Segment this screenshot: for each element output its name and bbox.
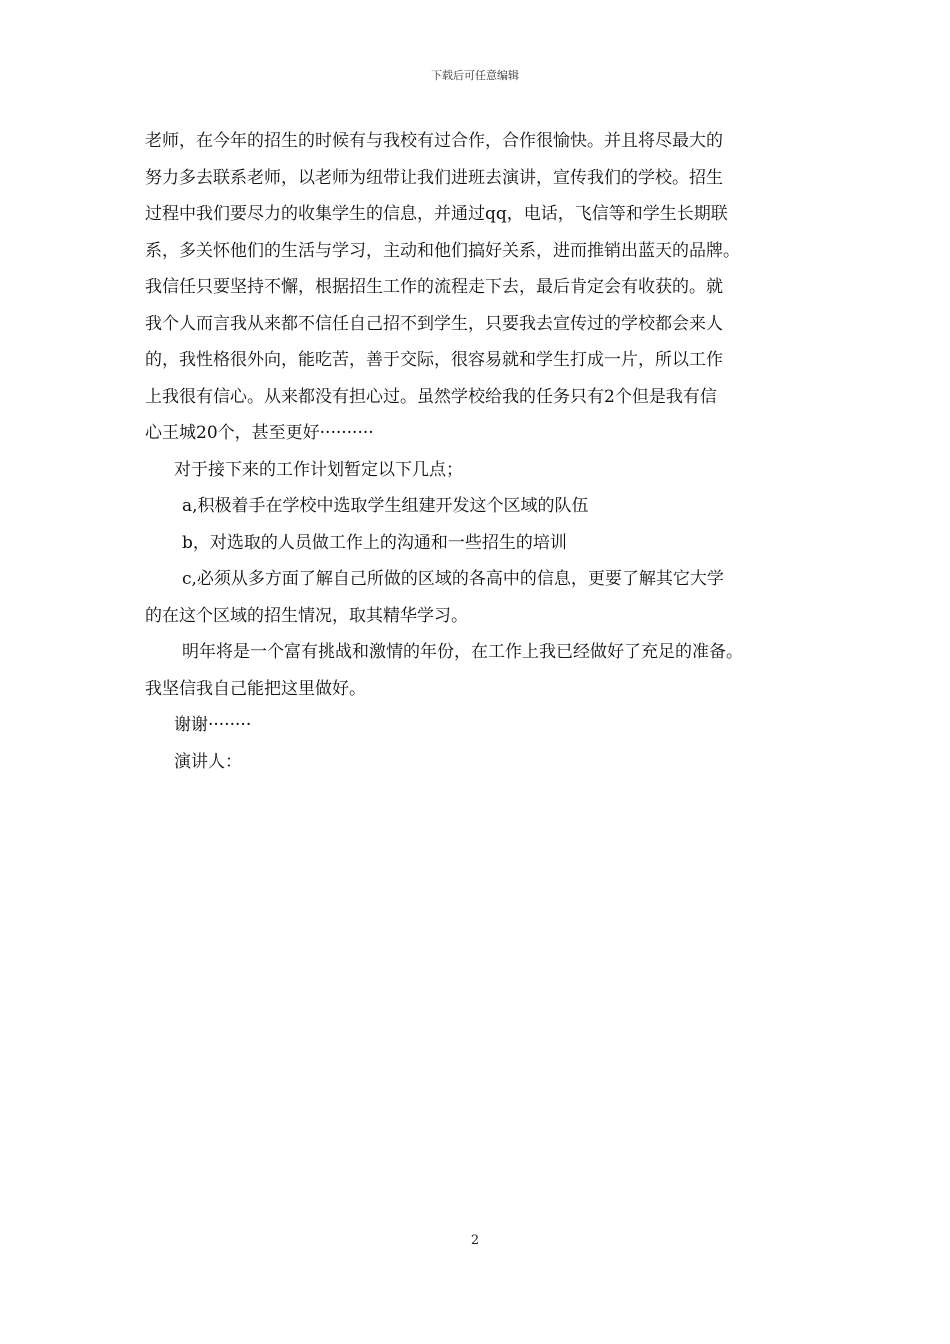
paragraph-line: 我个人而言我从来都不信任自己招不到学生，只要我去宣传过的学校都会来人 [145,313,723,334]
paragraph-line: 上我很有信心。从来都没有担心过。虽然学校给我的任务只有2个但是我有信 [145,386,717,407]
paragraph-line: 我坚信我自己能把这里做好。 [145,678,366,699]
speaker-line: 演讲人： [174,751,242,772]
page-header-note: 下载后可任意编辑 [431,69,519,82]
plan-item-c: c,必须从多方面了解自己所做的区域的各高中的信息，更要了解其它大学 [182,569,724,589]
plan-item-a: a,积极着手在学校中选取学生组建开发这个区域的队伍 [182,496,589,516]
paragraph-line: 努力多去联系老师，以老师为纽带让我们进班去演讲，宣传我们的学校。招生 [145,167,723,188]
paragraph-line: 的，我性格很外向，能吃苦，善于交际，很容易就和学生打成一片，所以工作 [145,350,723,370]
plan-intro-line: 对于接下来的工作计划暂定以下几点； [174,459,463,480]
paragraph-line: 过程中我们要尽力的收集学生的信息，并通过qq，电话，飞信等和学生长期联 [145,204,728,224]
document-body [145,123,810,780]
paragraph-line: 心王城20个，甚至更好·········· [145,423,374,443]
paragraph-line: 老师，在今年的招生的时候有与我校有过合作，合作很愉快。并且将尽最大的 [145,131,723,151]
thanks-line: 谢谢········ [174,715,252,735]
plan-item-b: b，对选取的人员做工作上的沟通和一些招生的培训 [182,532,567,553]
paragraph-line: 系，多关怀他们的生活与学习，主动和他们搞好关系，进而推销出蓝天的品牌。 [145,240,740,261]
paragraph-line: 我信任只要坚持不懈，根据招生工作的流程走下去，最后肯定会有收获的。就 [145,277,723,297]
closing-paragraph-line: 明年将是一个富有挑战和激情的年份，在工作上我已经做好了充足的准备。 [182,642,743,662]
paragraph-line: 的在这个区域的招生情况，取其精华学习。 [145,605,468,626]
page-number: 2 [470,1233,480,1248]
